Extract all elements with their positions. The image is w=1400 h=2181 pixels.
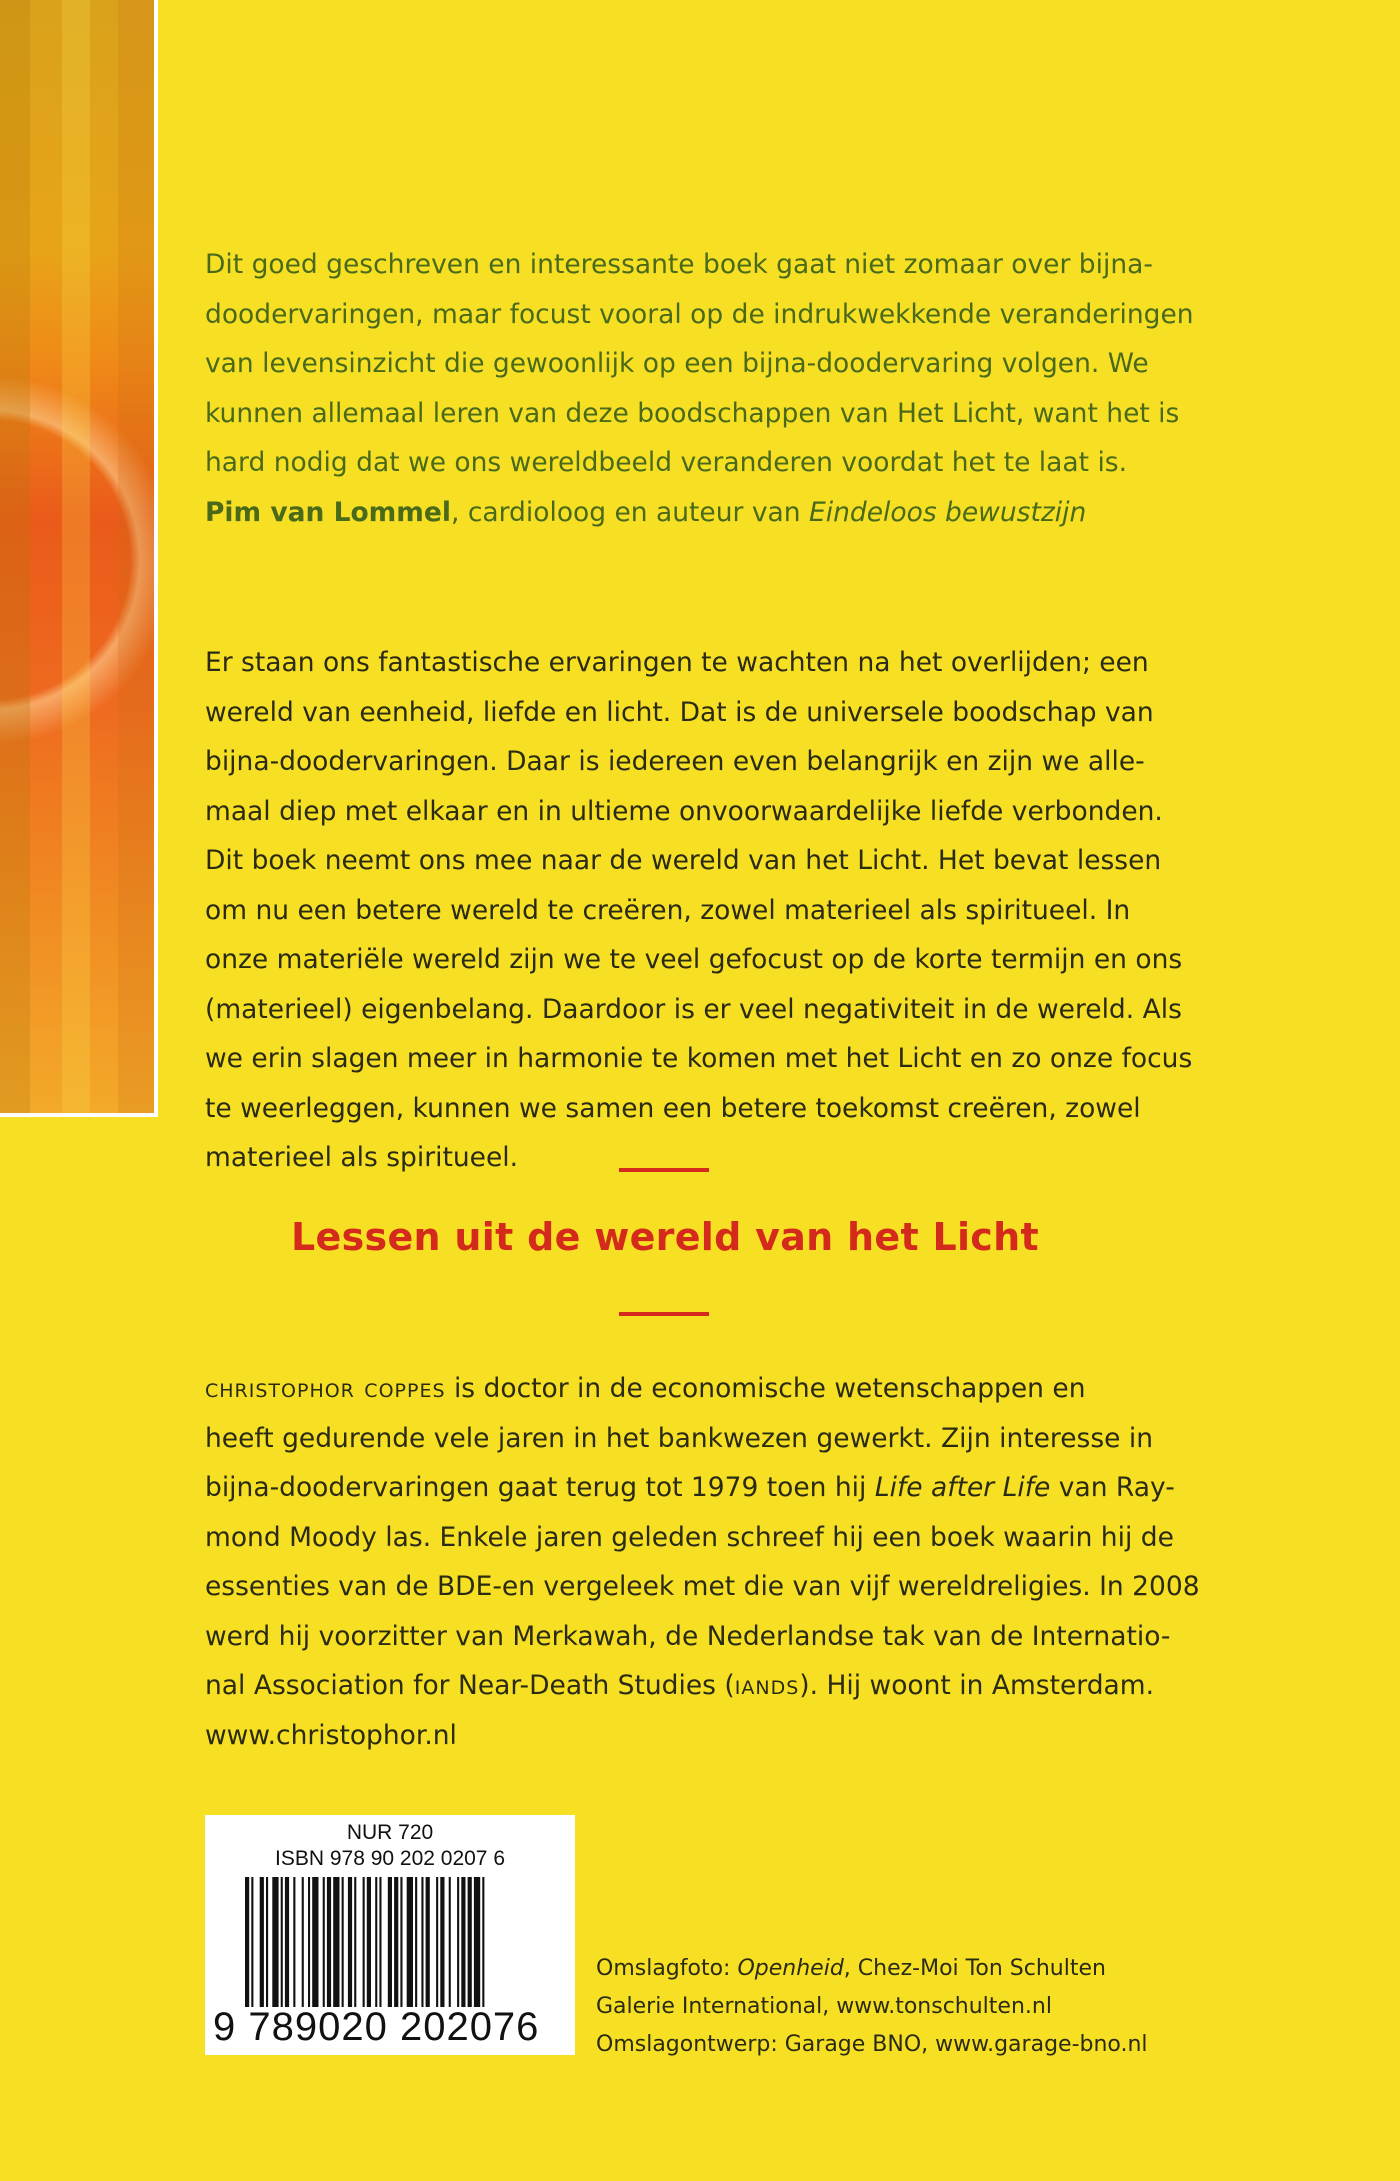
cover-artwork [0, 0, 158, 1117]
bio-line-text: is doctor in de economische wetenschappen en [445, 1373, 1086, 1404]
credits-photo-title: Openheid [737, 1956, 844, 1981]
description-line: te weerleggen, kunnen we samen een betere toekomst creëren, zowel [205, 1092, 1141, 1124]
description-line: (materieel) eigenbelang. Daardoor is er veel negativiteit in de wereld. Als [205, 993, 1182, 1025]
cover-credits [596, 1950, 1156, 2064]
book-description [205, 638, 1193, 1183]
description-line: we erin slagen meer in harmonie te komen met het Licht en zo onze focus [205, 1043, 1193, 1074]
description-line: om nu een betere wereld te creëren, zowel materieel als spiritueel. In [205, 894, 1131, 926]
author-website[interactable]: www.christophor.nl [205, 1719, 457, 1751]
divider-top [619, 1168, 709, 1172]
isbn-code: ISBN 978 90 202 0207 6 [274, 1847, 505, 1870]
description-line: Dit boek neemt ons mee naar de wereld van het Licht. Het bevat lessen [205, 845, 1162, 876]
quote-line: kunnen allemaal leren van deze boodschappen van Het Licht, want het is [205, 397, 1180, 429]
credits-photo-rest: , Chez-Moi Ton Schulten [843, 1956, 1106, 1981]
description-line: Er staan ons fantastische ervaringen te wachten na het overlijden; een [205, 647, 1149, 678]
description-line: onze materiële wereld zijn we te veel gefocust op de korte termijn en ons [205, 944, 1183, 975]
credits-design: Omslagontwerp: Garage BNO, www.garage-bno.nl [596, 2032, 1148, 2057]
bio-line-text: van Ray- [1050, 1472, 1175, 1503]
review-quote [205, 240, 1194, 537]
bio-line: werd hij voorzitter van Merkawah, de Nederlandse tak van de Internatio- [205, 1620, 1171, 1652]
bio-book-title: Life after Life [874, 1472, 1051, 1503]
bio-line-text: nal Association for Near-Death Studies ( [205, 1670, 735, 1701]
quote-line: van levensinzicht die gewoonlijk op een bijna-doodervaring volgen. We [205, 348, 1149, 379]
description-line: wereld van eenheid, liefde en licht. Dat is de universele boodschap van [205, 696, 1154, 728]
tagline: Lessen uit de wereld van het Licht [291, 1215, 1039, 1259]
quote-author-role: , cardioloog en auteur van [450, 496, 809, 528]
quote-author: Pim van Lommel [205, 496, 451, 528]
bio-line-text: ). Hij woont in Amsterdam. [799, 1670, 1154, 1701]
description-line: bijna-doodervaringen. Daar is iedereen even belangrijk en zijn we alle- [205, 746, 1145, 777]
bio-author-name: christophor coppes [205, 1373, 446, 1404]
quote-author-book: Eindeloos bewustzijn [809, 496, 1087, 528]
bio-line-text: bijna-doodervaringen gaat terug tot 1979 toen hij [205, 1472, 875, 1503]
bio-line [205, 1661, 1180, 1711]
credits-gallery: Galerie International, www.tonschulten.nl [596, 1994, 1052, 2019]
description-line: maal diep met elkaar en in ultieme onvoorwaardelijke liefde verbonden. [205, 795, 1163, 827]
author-bio [205, 1364, 1200, 1760]
credits-photo-label: Omslagfoto: [596, 1956, 738, 1981]
bio-line: mond Moody las. Enkele jaren geleden schreef hij een boek waarin hij de [205, 1521, 1174, 1553]
quote-attribution [205, 488, 1180, 538]
barcode-icon [245, 1877, 555, 2007]
nur-code: NUR 720 [346, 1821, 434, 1844]
bio-abbreviation: iands [734, 1670, 800, 1701]
bio-line [205, 1364, 1180, 1414]
barcode-number: 9 789020 202076 [213, 2005, 540, 2049]
description-line: materieel als spiritueel. [205, 1142, 519, 1173]
barcode-label [205, 1815, 575, 2055]
quote-line: hard nodig dat we ons wereldbeeld veranderen voordat het te laat is. [205, 447, 1128, 478]
credits-photo [596, 1950, 1156, 1988]
bio-line [205, 1463, 1180, 1513]
quote-line: Dit goed geschreven en interessante boek gaat niet zomaar over bijna- [205, 249, 1153, 280]
divider-bottom [619, 1312, 709, 1316]
quote-line: doodervaringen, maar focust vooral op de indrukwekkende veranderingen [205, 298, 1194, 330]
bio-line: essenties van de BDE-en vergeleek met die van vijf wereldreligies. In 2008 [205, 1571, 1200, 1602]
bio-line: heeft gedurende vele jaren in het bankwezen gewerkt. Zijn interesse in [205, 1422, 1154, 1454]
